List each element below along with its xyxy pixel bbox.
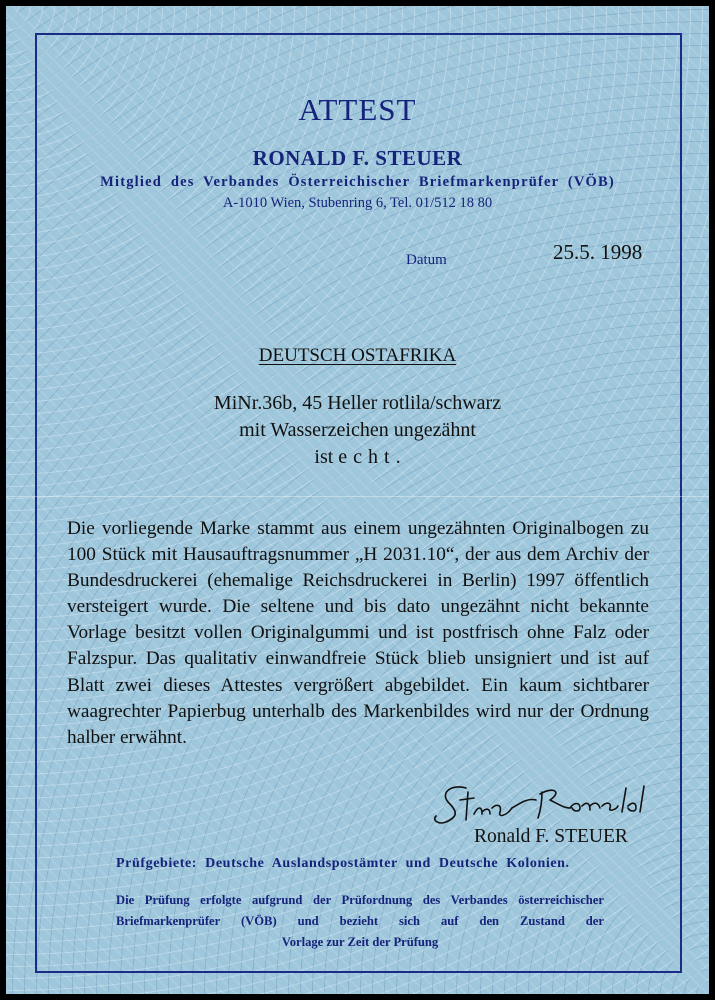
- legal-notice-line-1: Die Prüfung erfolgte aufgrund der Prüfordnung des Verbandes österreichischer: [116, 893, 604, 907]
- examiner-name: RONALD F. STEUER: [252, 146, 463, 170]
- verdict-prefix: ist: [314, 446, 339, 468]
- verdict-suffix: .: [395, 446, 401, 468]
- membership-line: Mitglied des Verbandes Österreichischer Briefmarkenprüfer (VÖB): [100, 174, 615, 190]
- legal-notice-line-2: Briefmarkenprüfer (VÖB) und bezieht sich auf den Zustand der: [116, 914, 604, 928]
- date-value: 25.5. 1998: [553, 240, 643, 264]
- certificate-body-text: Die vorliegende Marke stammt aus einem ungezähnten Originalbogen zu 100 Stück mit Hausauftragsnummer „H 2031.10“, der aus dem Archiv der Bundesdruckerei (ehemalige Reichsdruckerei in Berlin) 1997 öffentlich versteigert wurde. Die seltene und bis dato ungezähnt nicht bekannte Vorlage besitzt vollen Originalgummi und ist postfrisch ohne Falz oder Falzspur. Das qualitativ einwandfreie Stück blieb unsigniert und ist auf Blatt zwei dieses Attestes vergrößert abgebildet. Ein kaum sichtbarer waagrechter Papierbug unterhalb des Markenbildes wird nur der Ordnung halber erwähnt.: [67, 518, 649, 748]
- stamp-description-line-1: MiNr.36b, 45 Heller rotlila/schwarz: [213, 392, 502, 414]
- examination-areas: Prüfgebiete: Deutsche Auslandspostämter und Deutsche Kolonien.: [116, 856, 570, 871]
- address-line: A-1010 Wien, Stubenring 6, Tel. 01/512 18 80: [222, 195, 493, 211]
- country-heading: DEUTSCH OSTAFRIKA: [258, 345, 457, 366]
- legal-notice-line-3: Vorlage zur Zeit der Prüfung: [281, 935, 439, 949]
- legal-notice: [116, 890, 604, 953]
- date-label: Datum: [406, 252, 447, 268]
- verdict-line: [0, 446, 715, 469]
- paper-fold-line: [6, 496, 709, 497]
- certificate-title: ATTEST: [298, 92, 417, 127]
- stamp-description-line-2: mit Wasserzeichen ungezähnt: [239, 419, 476, 441]
- signature-graphic: [430, 778, 660, 830]
- signatory-name: Ronald F. STEUER: [474, 826, 628, 847]
- verdict-echt: echt: [338, 446, 396, 468]
